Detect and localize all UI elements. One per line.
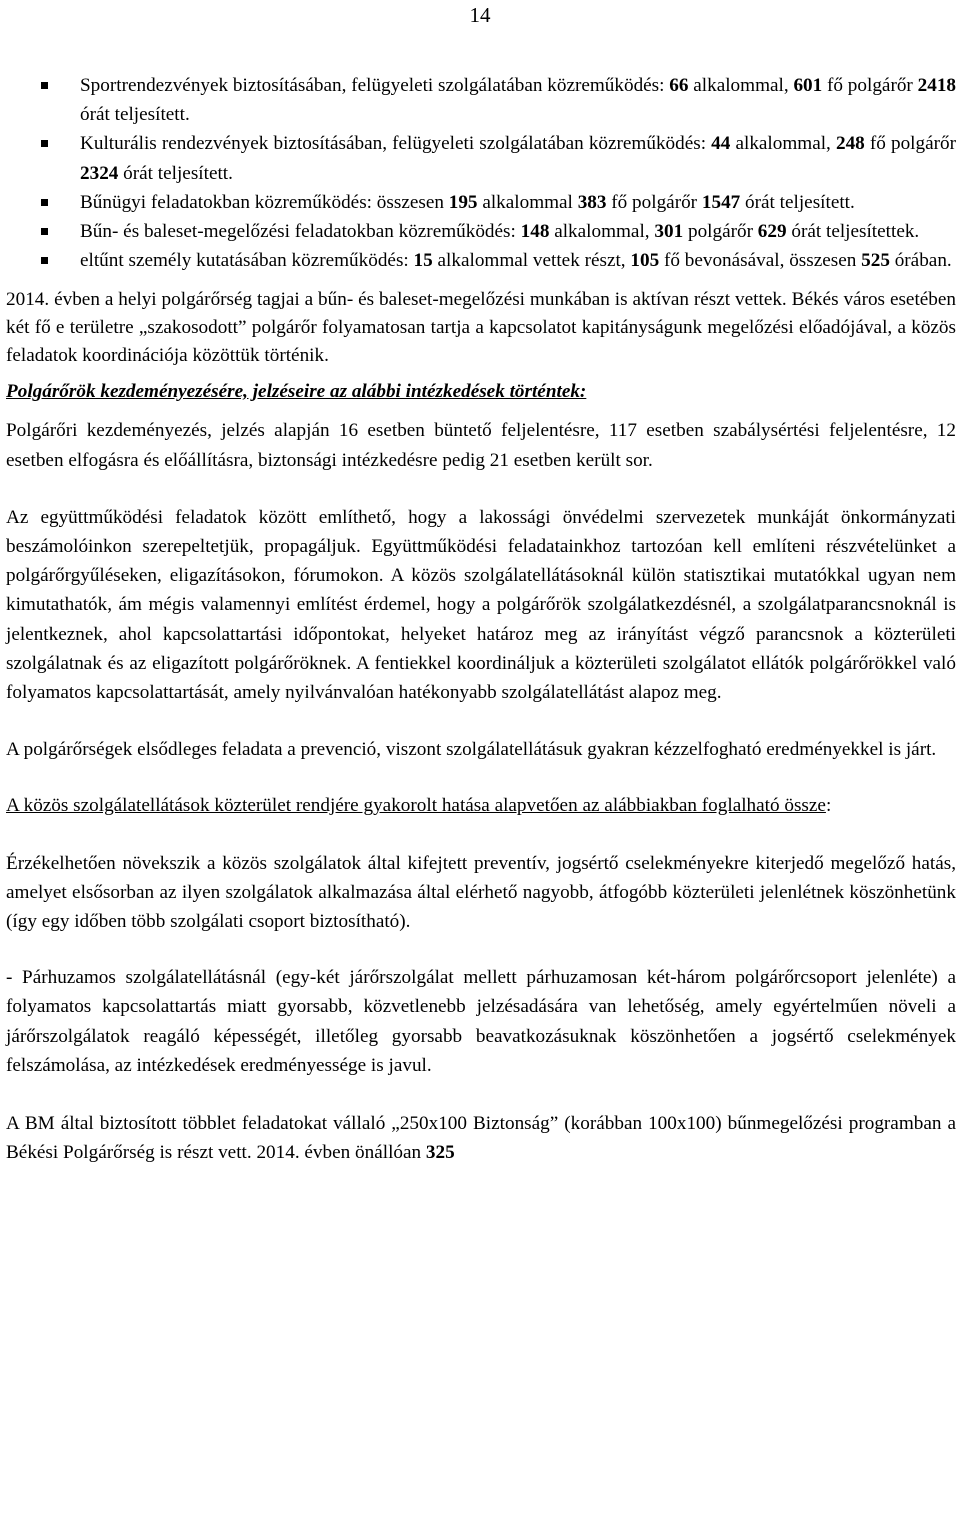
impact-heading-text: A közös szolgálatellátások közterület rendjére gyakorolt hatása alapvetően az alábbiakban foglalható össze — [6, 795, 826, 817]
bullet-figure: 601 — [793, 75, 823, 96]
bullet-figure: 2324 — [80, 162, 119, 184]
initiatives-heading-text: Polgárőrök kezdeményezésére, jelzéseire az alábbi intézkedések történtek: — [6, 381, 587, 403]
bm-program-text: A BM által biztosított többlet feladatokat vállaló „250x100 Biztonság” (korábban 100x100) bűnmegelőzési programban a Békési Polgárőrség is részt vett. 2014. évben önállóan — [6, 1113, 956, 1164]
bullet-text: Bűn- és baleset-megelőzési feladatokban közreműködés: — [80, 221, 521, 243]
bm-program-count: 325 — [425, 1142, 455, 1164]
bullet-text: fő polgárőr — [864, 133, 956, 155]
bullet-figure: 195 — [448, 191, 478, 213]
bullet-text: órát teljesítettek. — [786, 221, 920, 243]
document-body — [6, 71, 956, 1167]
bullet-text: Bűnügyi feladatokban közreműködés: összesen — [80, 191, 449, 213]
bullet-figure: 105 — [630, 250, 660, 272]
activity-bullet-list — [6, 71, 956, 275]
paragraph-perceptible-effect: Érzékelhetően növekszik a közös szolgálatok által kifejtett preventív, jogsértő cselekményekre kiterjedő megelőző hatás, amelyet elsősorban az ilyen szolgálatok alkalmazása által elérhető nagyobb, átfogóbb közterületi jelenlétnek köszönhetünk (így egy időben több szolgálati csoport biztosítható). — [6, 852, 956, 933]
impact-heading-colon: : — [825, 795, 832, 817]
bullet-item — [6, 217, 956, 246]
bullet-text: fő polgárőr — [822, 75, 918, 96]
bullet-figure: 15 — [413, 250, 433, 272]
paragraph-parallel-service: - Párhuzamos szolgálatellátásnál (egy-két járőrszolgálat mellett párhuzamosan két-három polgárőrcsoport jelenléte) a folyamatos kapcsolattartás miatt gyorsabb, közvetlenebb jelzésadására van lehetőség, amely egyértelműen növeli a járőrszolgálatok reagáló képességét, illetőleg gyorsabb beavatkozásuknak köszönhetően a jogsértő cselekmények felszámolása, az intézkedések eredményessége is javul. — [6, 967, 956, 1076]
paragraph-prevention: A polgárőrségek elsődleges feladata a prevenció, viszont szolgálatellátásuk gyakran kézzelfogható eredményekkel is járt. — [6, 739, 937, 761]
bullet-text: Sportrendezvények biztosításában, felügyeleti szolgálatában közreműködés: — [80, 75, 670, 96]
section-heading-impact — [6, 791, 956, 820]
bullet-text: órát teljesített. — [740, 191, 855, 213]
bullet-text: alkalommal — [477, 191, 578, 213]
bullet-item — [6, 246, 956, 275]
bullet-text: alkalommal vettek részt, — [432, 250, 631, 272]
bullet-text: eltűnt személy kutatásában közreműködés: — [80, 250, 414, 272]
bullet-text: Kulturális rendezvények biztosításában, felügyeleti szolgálatában közreműködés: — [80, 133, 712, 155]
bullet-text: alkalommal, — [549, 221, 655, 243]
bullet-text: órát teljesített. — [118, 162, 233, 184]
bullet-figure: 44 — [711, 133, 731, 155]
bullet-figure: 2418 — [917, 75, 956, 96]
bullet-text: fő polgárőr — [606, 191, 702, 213]
bullet-item — [6, 71, 956, 129]
bullet-figure: 383 — [577, 191, 607, 213]
bullet-item — [6, 188, 956, 217]
paragraph-2014-activity: 2014. évben a helyi polgárőrség tagjai a bűn- és baleset-megelőzési munkában is aktívan részt vettek. Békés város esetében két fő e területre „szakosodott” polgárőr folyamatosan tartja a kapcsolatot kapitányságunk megelőzési előadójával, a közös feladatok koordinációja közöttük történik. — [6, 289, 956, 366]
page-number: 14 — [469, 3, 491, 27]
bullet-text: órában. — [889, 250, 952, 272]
bullet-figure: 148 — [520, 221, 550, 243]
bullet-item — [6, 129, 956, 187]
paragraph-cooperation: Az együttműködési feladatok között említhető, hogy a lakossági önvédelmi szervezetek munkáját önkormányzati beszámolóinkon szerepeltetjük, propagáljuk. Együttműködési feladatainkhoz tartozóan kell említeni részvételünket a polgárőrgyűléseken, eligazításokon, fórumokon. A közös szolgálatellátásoknál külön statisztikai mutatókkal ugyan nem kimutathatók, ám mégis valamennyi említést érdemel, hogy a polgárőrök szolgálatkezdésnél, a szolgálatparancsnoknál is jelentkeznek, ahol kapcsolattartási időpontokat, helyeket határoz meg az irányítást végző parancsnok a közterületi szolgálatnak és az eligazított polgárőröknek. A fentiekkel koordináljuk a közterületi szolgálatot ellátók polgárőrökkel való folyamatos kapcsolattartását, amely nyilvánvalóan hatékonyabb szolgálatellátást alapoz meg. — [6, 506, 956, 704]
bullet-figure: 248 — [835, 133, 865, 155]
bullet-text: alkalommal, — [730, 133, 836, 155]
paragraph-bm-program — [6, 1109, 956, 1167]
paragraph-initiatives: Polgárőri kezdeményezés, jelzés alapján 16 esetben büntető feljelentésre, 117 esetben szabálysértési feljelentésre, 12 esetben elfogásra és előállításra, biztonsági intézkedésre pedig 21 esetben került sor. — [6, 420, 956, 471]
bullet-figure: 66 — [669, 75, 689, 96]
bullet-figure: 629 — [757, 221, 787, 243]
bullet-figure: 301 — [654, 221, 684, 243]
section-heading-initiatives — [6, 377, 956, 406]
bullet-figure: 1547 — [701, 191, 741, 213]
bullet-text: alkalommal, — [688, 75, 794, 96]
bullet-text: polgárőr — [683, 221, 758, 243]
bullet-text: fő bevonásával, összesen — [659, 250, 862, 272]
bullet-text: órát teljesített. — [80, 104, 190, 126]
bullet-figure: 525 — [861, 250, 890, 272]
